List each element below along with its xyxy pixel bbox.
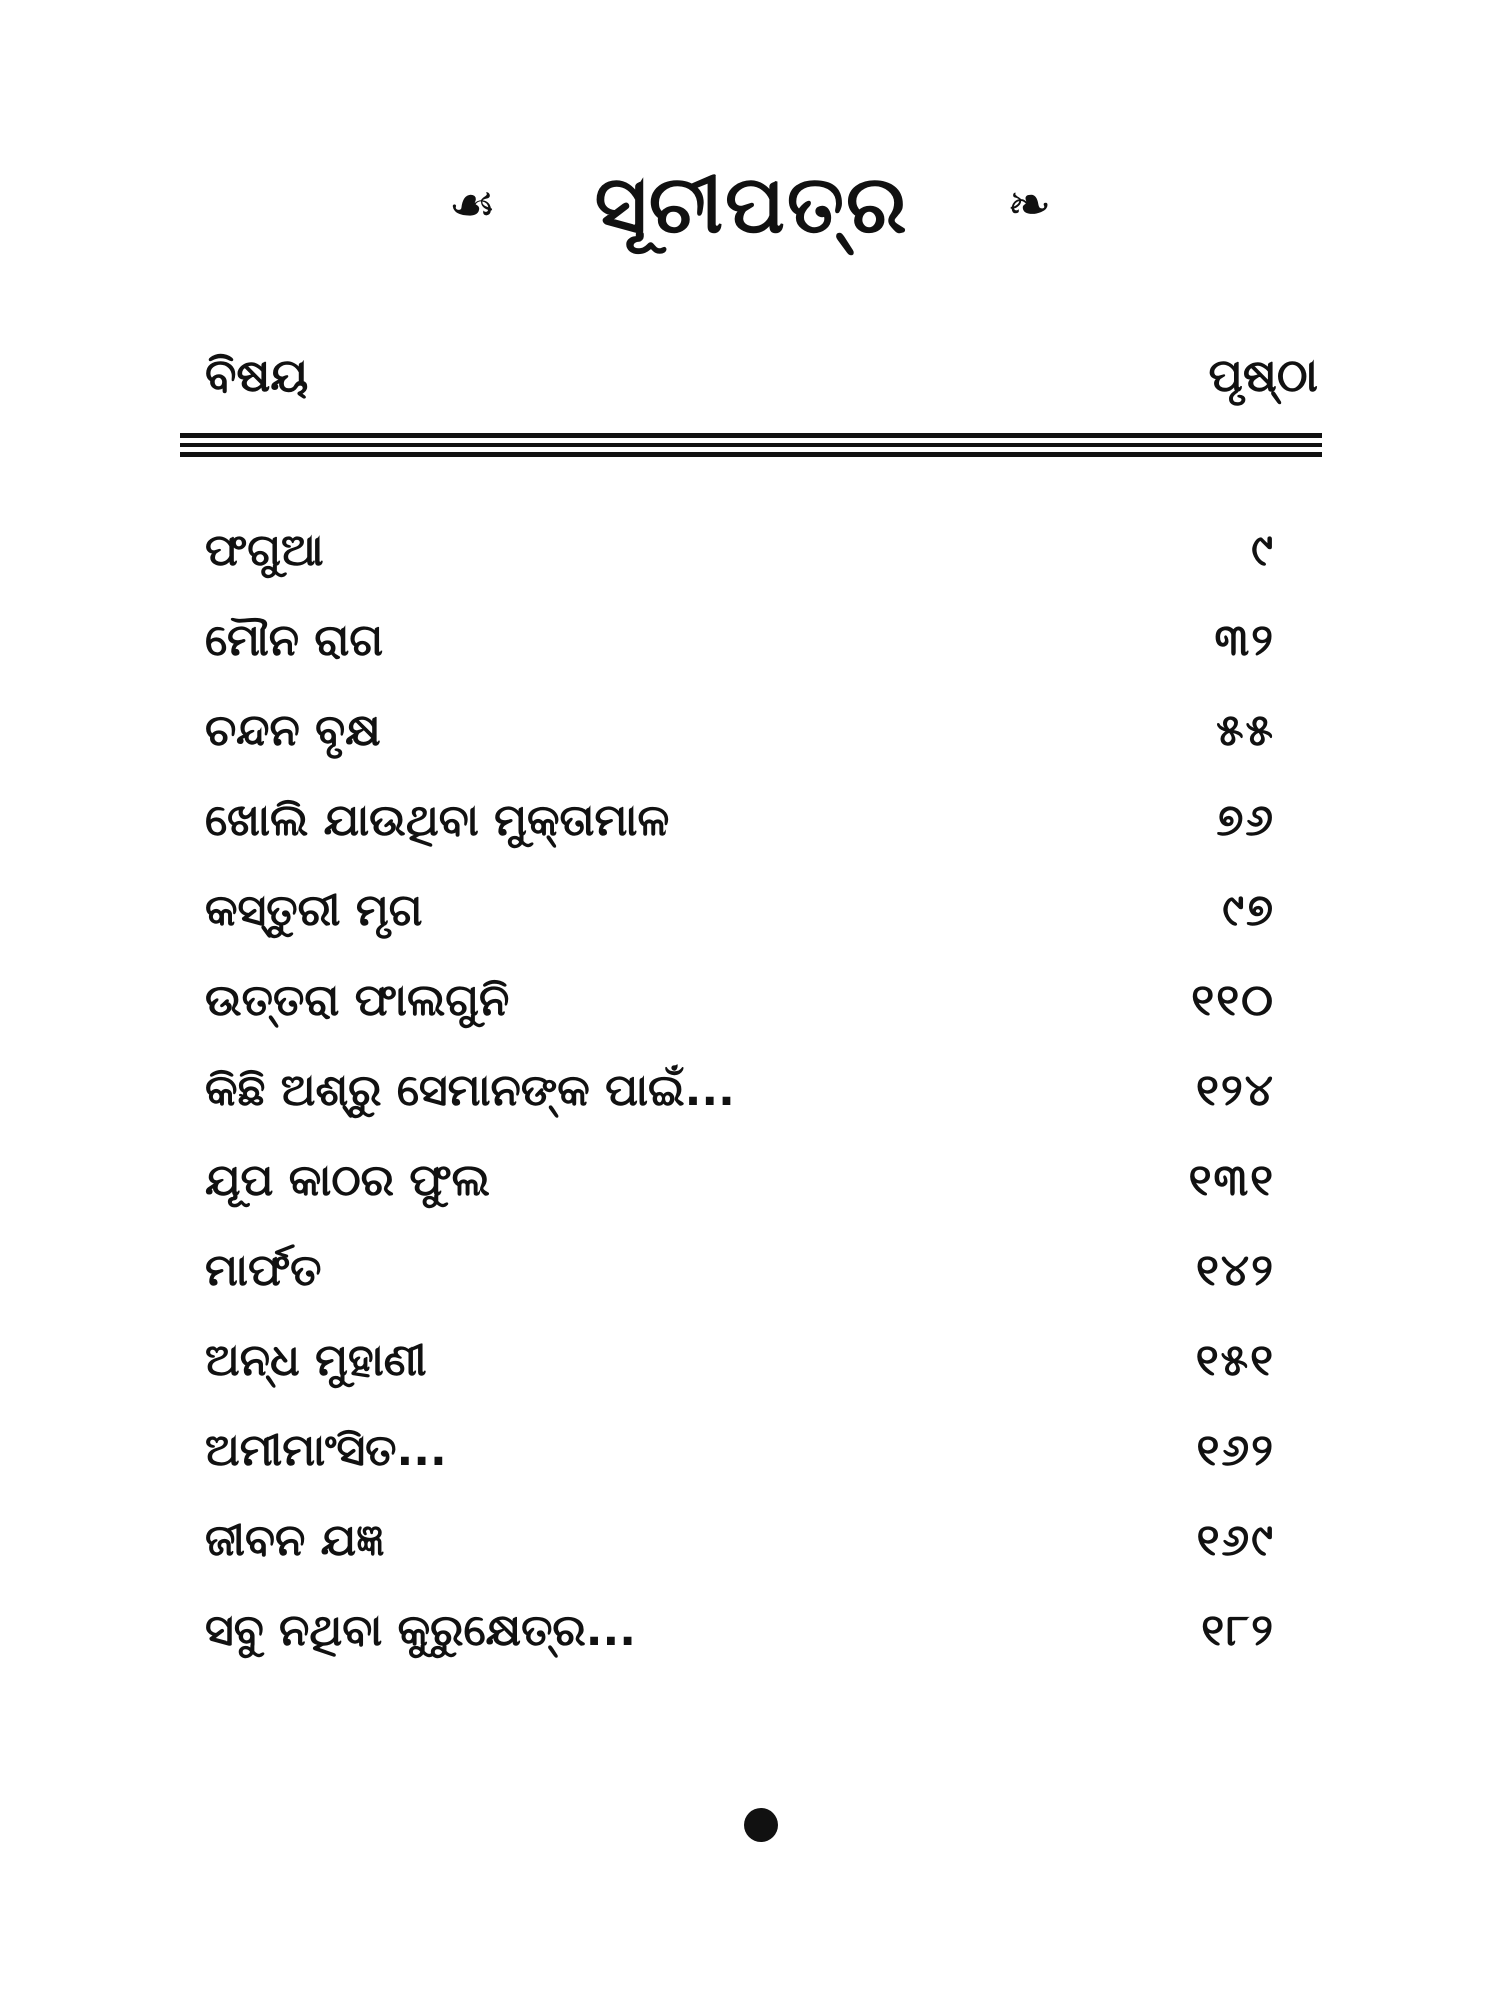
header-divider [180, 443, 1322, 447]
toc-entry-title: ଖୋଲି ଯାଉଥିବା ମୁକ୍ତାମାଳ [205, 794, 670, 846]
toc-entry-page: ୯ [1251, 524, 1275, 576]
toc-entry[interactable] [205, 1495, 1275, 1585]
toc-entry-page: ୧୪୨ [1195, 1244, 1275, 1296]
toc-entry-page: ୯୭ [1222, 884, 1275, 936]
toc-entry-title: ମୌନ ରାଗ [205, 614, 384, 666]
toc-entry-title: ସବୁ ନଥିବା କୁରୁକ୍ଷେତ୍ର... [205, 1604, 636, 1656]
toc-entry[interactable] [205, 865, 1275, 955]
bullet-ornament-icon [744, 1808, 778, 1842]
toc-entry-page: ୧୬୨ [1196, 1424, 1275, 1476]
toc-entry[interactable] [205, 1585, 1275, 1675]
toc-entry[interactable] [205, 1405, 1275, 1495]
toc-entry[interactable] [205, 1315, 1275, 1405]
toc-entry-page: ୧୩୧ [1188, 1154, 1275, 1206]
page-title: ସୂଚୀପତ୍ର [594, 158, 909, 252]
toc-entry-title: ଉତ୍ତରା ଫାଲଗୁନି [205, 974, 510, 1026]
toc-entry-title: କସ୍ତୁରୀ ମୃଗ [205, 884, 423, 936]
toc-entry-title: ଯୂପ କାଠର ଫୁଲ [205, 1154, 490, 1206]
page-column-header: ପୃଷ୍ଠା [1208, 348, 1318, 402]
toc-entry-title: ଜୀବନ ଯଜ୍ଞ [205, 1514, 385, 1566]
toc-entry-page: ୧୮୨ [1201, 1604, 1275, 1656]
toc-entry-page: ୩୨ [1214, 614, 1275, 666]
toc-list [205, 505, 1275, 1675]
toc-entry[interactable] [205, 1045, 1275, 1135]
toc-entry-title: ଫଗୁଆ [205, 524, 324, 576]
toc-entry-title: ଅନ୍ଧ ମୁହାଣୀ [205, 1334, 427, 1386]
toc-entry[interactable] [205, 1135, 1275, 1225]
ornament-right-icon: ❧ [1006, 173, 1052, 237]
toc-entry[interactable] [205, 955, 1275, 1045]
page-header [0, 158, 1500, 252]
toc-entry-page: ୫୫ [1216, 704, 1275, 756]
ornament-left-icon: ☙ [448, 173, 497, 237]
toc-entry-title: ମାର୍ଫତ [205, 1244, 322, 1296]
toc-entry-title: ଚନ୍ଦନ ବୃକ୍ଷ [205, 704, 381, 756]
toc-entry[interactable] [205, 685, 1275, 775]
toc-entry[interactable] [205, 505, 1275, 595]
toc-entry-page: ୧୬୯ [1196, 1514, 1275, 1566]
toc-entry[interactable] [205, 1225, 1275, 1315]
header-divider [180, 452, 1322, 457]
toc-entry-page: ୧୧୦ [1191, 974, 1275, 1026]
toc-entry-title: କିଛି ଅଶ୍ରୁ ସେମାନଙ୍କ ପାଇଁ... [205, 1064, 735, 1116]
toc-entry[interactable] [205, 775, 1275, 865]
toc-entry-title: ଅମୀମାଂସିତ... [205, 1424, 447, 1476]
toc-entry-page: ୧୫୧ [1195, 1334, 1275, 1386]
header-divider [180, 433, 1322, 438]
toc-entry-page: ୭୬ [1216, 794, 1275, 846]
toc-entry[interactable] [205, 595, 1275, 685]
subject-column-header: ବିଷୟ [205, 348, 309, 402]
toc-entry-page: ୧୨୪ [1195, 1064, 1275, 1116]
